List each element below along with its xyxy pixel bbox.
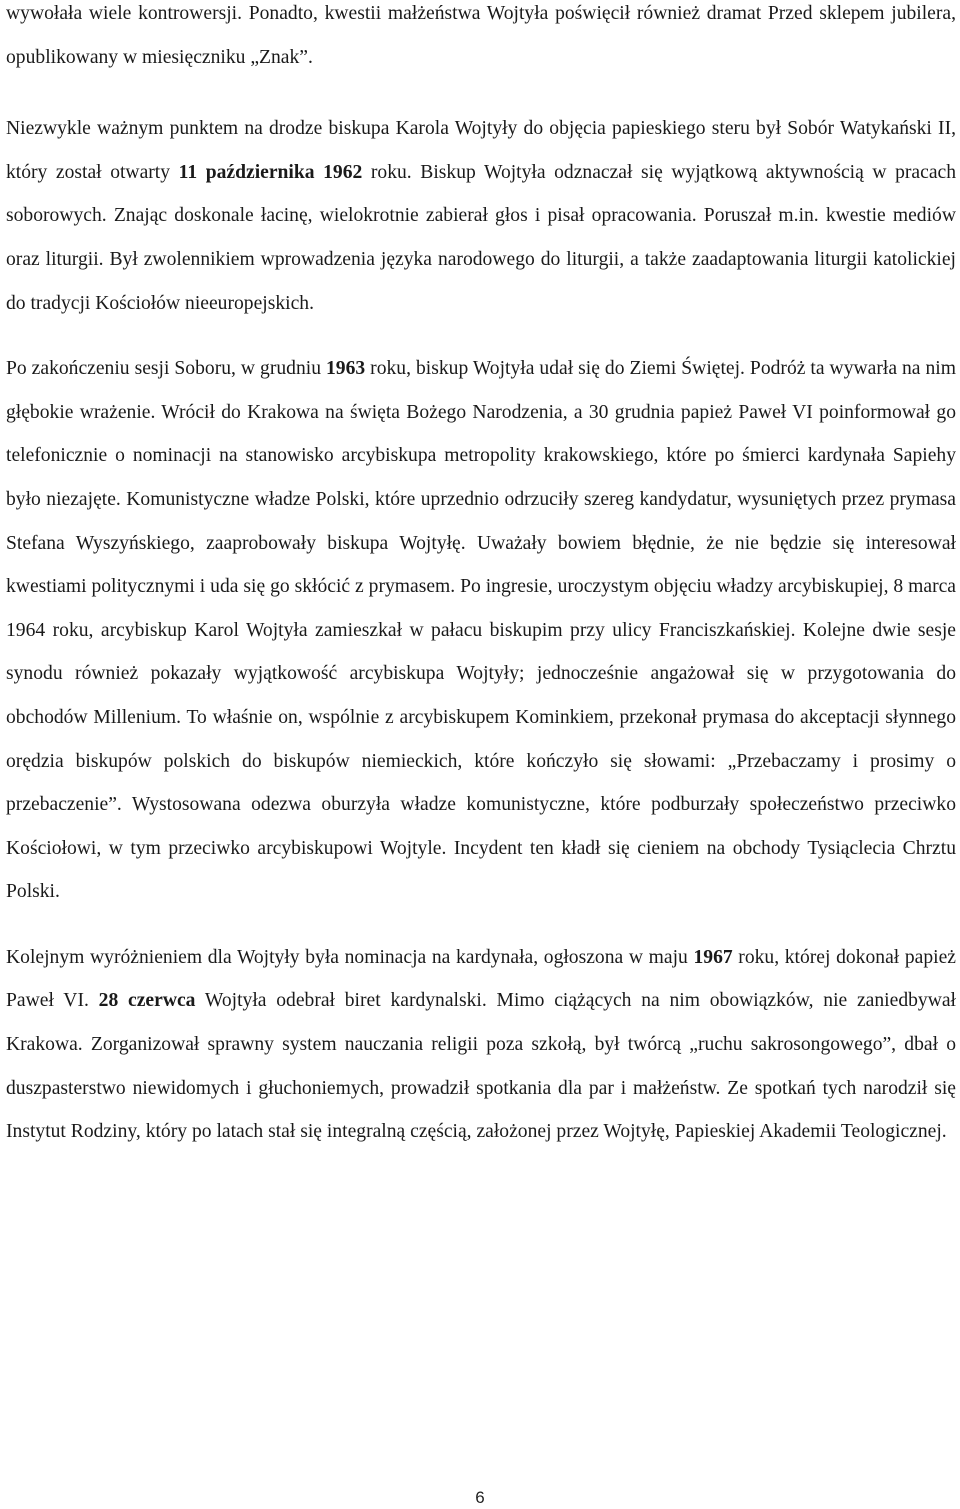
paragraph-3 [6,347,956,914]
date-bold: 28 czerwca [98,990,196,1012]
year-bold: 1963 [326,358,366,380]
paragraph-text: roku, biskup Wojtyła udał się do Ziemi Świętej. Podróż ta wywarła na nim głębokie wrażenie. Wrócił do Krakowa na święta Bożego Narodzenia, a 30 grudnia papież Paweł VI poinformował go telefonicznie o nominacji na stanowisko arcybiskupa metropolity krakowskiego, które po śmierci kardynała Sapiehy było niezajęte. Komunistyczne władze Polski, które uprzednio odrzuciły szereg kandydatur, wysuniętych przez prymasa Stefana Wyszyńskiego, zaaprobowały biskupa Wojtyłę. Uważały bowiem błędnie, że nie będzie się interesował kwestiami politycznymi i uda się go skłócić z prymasem. Po ingresie, uroczystym objęciu władzy arcybiskupiej, 8 marca 1964 roku, arcybiskup Karol Wojtyła zamieszkał w pałacu biskupim przy ulicy Franciszkańskiej. Kolejne dwie sesje synodu również pokazały wyjątkowość arcybiskupa Wojtyły; jednocześnie angażował się w przygotowania do obchodów Millenium. To właśnie on, wspólnie z arcybiskupem Kominkiem, przekonał prymasa do akceptacji słynnego orędzia biskupów polskich do biskupów niemieckich, które kończyło się słowami: „Przebaczamy i prosimy o przebaczenie”. Wystosowana odezwa oburzyła władze komunistyczne, które podburzały społeczeństwo przeciwko Kościołowi, w tym przeciwko arcybiskupowi Wojtyle. Incydent ten kładł się cieniem na obchody Tysiąclecia Chrztu Polski. [6,358,956,903]
paragraph-text: Niezwykle ważnym punktem na drodze biskupa Karola Wojtyły do objęcia papieskiego steru był Sobór Watykański II, który został otwarty [6,118,956,183]
paragraph-text: roku. Biskup Wojtyła odznaczał się wyjątkową aktywnością w pracach soborowych. Znając doskonale łacinę, wielokrotnie zabierał głos i pisał opracowania. Poruszał m.in. kwestie mediów oraz liturgii. Był zwolennikiem wprowadzenia języka narodowego do liturgii, a także zaadaptowania liturgii katolickiej do tradycji Kościołów nieeuropejskich. [6,161,957,314]
paragraph-text: Kolejnym wyróżnieniem dla Wojtyły była nominacja na kardynała, ogłoszona w maju [6,946,694,968]
paragraph-text: wywołała wiele kontrowersji. Ponadto, kwestii małżeństwa Wojtyła poświęcił również dramat Przed sklepem jubilera, opublikowany w miesięczniku „Znak”. [6,3,956,68]
document-page [6,0,956,1154]
paragraph-1 [6,0,956,79]
date-bold: 11 października 1962 [178,161,363,183]
paragraph-text: Po zakończeniu sesji Soboru, w grudniu [6,358,326,380]
paragraph-text: Wojtyła odebrał biret kardynalski. Mimo ciążących na nim obowiązków, nie zaniedbywał Krakowa. Zorganizował sprawny system nauczania religii poza szkołą, był twórcą „ruchu sakrosongowego”, dbał o duszpasterstwo niewidomych i głuchoniemych, prowadził spotkania dla par i małżeństw. Ze spotkań tych narodził się Instytut Rodziny, który po latach stał się integralną częścią, założonej przez Wojtyłę, Papieskiej Akademii Teologicznej. [6,990,956,1143]
paragraph-2 [6,107,956,325]
paragraph-text: roku, której dokonał papież Paweł VI. [6,946,956,1012]
page-number: 6 [475,1488,485,1507]
paragraph-4 [6,936,956,1154]
year-bold: 1967 [693,946,733,968]
